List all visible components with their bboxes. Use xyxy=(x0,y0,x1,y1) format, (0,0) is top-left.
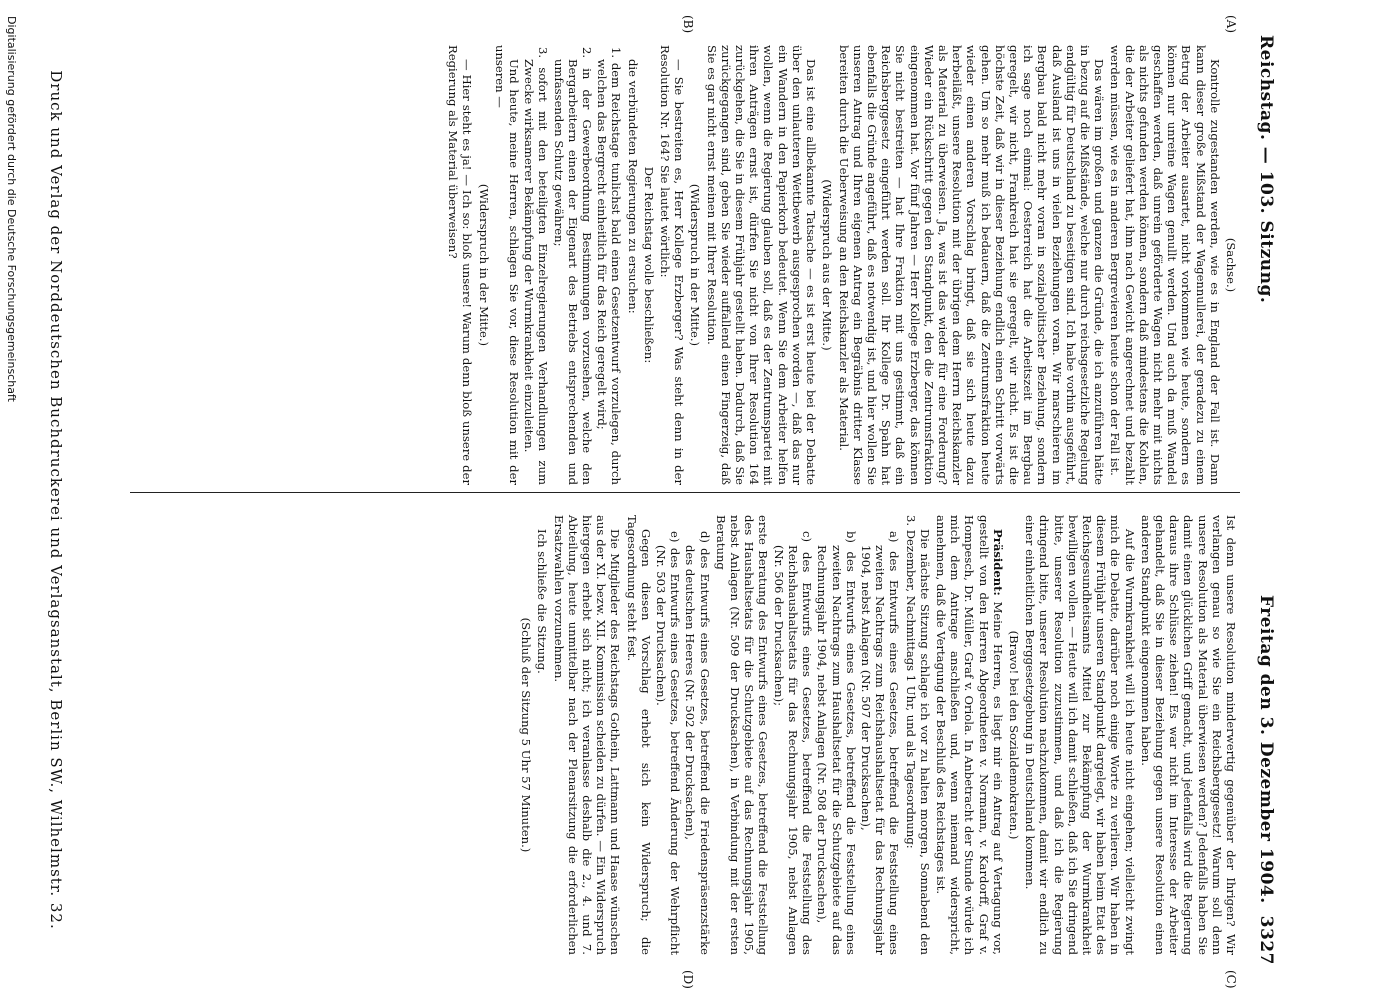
digitization-text: Digitalisierung gefördert durch die Deutsche Forschungsgemeinschaft xyxy=(5,16,18,402)
speaker-label: (Sachse.) xyxy=(1224,237,1238,293)
header-session: Reichstag. — 103. Sitzung. xyxy=(1256,35,1276,304)
quote-heading: Der Reichstag wolle beschließen: xyxy=(641,166,656,364)
agenda-item: e) des Entwurfs eines Gesetzes, betreffend Änderung der Wehrpflicht (Nr. 503 der Drucksachen). xyxy=(654,531,683,955)
left-column xyxy=(118,45,1238,485)
resolution-item: 1. dem Reichstage tunlichst bald einen Gesetzentwurf vorzulegen, durch welchen das Bergrecht einheitlich für das Reich geregelt wird; xyxy=(595,47,624,485)
digitization-note xyxy=(5,0,18,990)
paragraph: Kontrolle zugestanden werden, wie es in England der Fall ist. Dann kann dieser große Mißstand der Wagennullerei, der geradezu zu einem Betrug der Arbeiter ausartet, nicht vorkommen wie heute, sondern es können nur unreine Wagen genullt werden. Und auch da muß Wandel geschaffen werden, daß unrein geförderte Wagen nicht mehr mit nichts als nichts gefunden werden können, sondern daß mindestens die Kohlen, die der Arbeiter geliefert hat, ihm nach Gewicht angerechnet und bezahlt werden müssen, wie es in anderen Bergrevieren heute schon der Fall ist. xyxy=(1108,45,1222,485)
resolution-item: 3. sofort mit den beteiligten Einzelregierungen Verhandlungen zum Zwecke wirksamerer Bekämpfung der Wurmkrankheit einzuleiten. xyxy=(522,47,551,485)
header-date: Freitag den 3. Dezember 1904. xyxy=(1256,595,1276,904)
margin-mark-a: (A) xyxy=(1224,15,1238,34)
paragraph: Ich schließe die Sitzung. xyxy=(535,529,550,674)
interjection: (Widerspruch aus der Mitte.) xyxy=(820,179,835,351)
paragraph: Ist denn unsere Resolution minderwertig gegenüber der Ihrigen? Wir verlangen genau so wie Sie ein Reichsberggesetz! Warum soll denn unsere Resolution als Material überwiesen werden? Jedenfalls haben Sie damit einen glücklichen Griff gemacht, und jedenfalls wird die Regierung daraus ihre Schlüsse ziehen! Es war nicht im Interesse der Arbeiter gehandelt, daß Sie in dieser Beziehung gegen unsere Resolution einen anderen Standpunkt eingenommen haben. xyxy=(1138,515,1238,955)
paragraph: Das wären im großen und ganzen die Gründe, die ich anzuführen hätte in bezug auf die Mißstände, welche nur durch reichsgesetzliche Regelung endgültig für Deutschland zu beseitigen sind. Ich habe vorhin ausgeführt, daß Ausland ist uns in vielen Beziehungen voran. Wir marschieren im Bergbau bald nicht mehr voran in sozialpolitischer Beziehung, sondern ich sage noch einmal: Oesterreich hat die Arbeitszeit im Bergbau geregelt, wir nicht, Frankreich hat sie geregelt, wir nicht. Es ist die höchste Zeit, daß wir in dieser Beziehung endlich einen Schritt vorwärts gehen. Um so mehr muß ich bedauern, daß die Zentrumsfraktion heute wieder einen anderen Vorschlag bringt, daß sie sich heute dazu herbeiläßt, unsere Resolution mit der übrigen dem Herrn Reichskanzler als Material zu überweisen. Ja, was ist das wieder für eine Forderung? Wieder ein Rückschritt gegen den Standpunkt, den die Zentrumsfraktion eingenommen hat. Vor fünf Jahren — Herr Kollege Erzberger, das können Sie nicht bestreiten — hat Ihre Fraktion mit uns gestimmt, daß ein Reichsberggesetz eingeführt werden soll. Ihr Kollege Dr. Spahn hat ebenfalls die Gründe angeführt, daß es notwendig ist, und hier wollen Sie unseren Antrag und Ihren eigenen Antrag ein Begräbnis dritter Klasse bereiten durch die Ueberweisung an den Reichskanzler als Material. xyxy=(836,45,1107,485)
paragraph: die verbündeten Regierungen zu ersuchen: xyxy=(625,59,640,314)
page-number: 3327 xyxy=(1256,915,1276,965)
interjection: (Bravo! bei den Sozialdemokraten.) xyxy=(1006,630,1021,840)
paragraph: — Hier steht es ja! — Ich so: bloß unsere! Warum denn bloß unsere der Regierung als Material überweisen? xyxy=(446,45,475,485)
president-speech: Meine Herren, es liegt mir ein Antrag auf Vertagung vor, gestellt von den Herren Abgeordneten v. Normann, v. Kardorff, Graf v. Hompesch, Dr. Müller, Graf v. Oriola. In Anbetracht der Stunde würde ich mich dem Antrage anschließen und, wenn niemand widerspricht, annehmen, daß die Vertagung der Beschluß des Reichstages ist. xyxy=(933,515,1005,955)
column-divider xyxy=(130,492,1240,493)
page-header xyxy=(1250,35,1280,965)
margin-mark-d: (D) xyxy=(681,970,695,989)
paragraph: Gegen diesen Vorschlag erhebt sich kein Widerspruch; die Tagesordnung steht fest. xyxy=(624,515,653,955)
paragraph: Und heute, meine Herren, schlagen Sie vor, diese Resolution mit der unseren — xyxy=(492,45,522,485)
right-column xyxy=(118,515,1238,955)
session-close: (Schluß der Sitzung 5 Uhr 57 Minuten.) xyxy=(519,617,534,853)
paragraph: — Sie bestreiten es, Herr Kollege Erzberger? Was steht denn in der Resolution Nr. 164? Sie lautet wörtlich: xyxy=(658,45,687,485)
agenda-intro: erste Beratung des Entwurfs eines Gesetzes, betreffend die Feststellung des Haushaltsetats für die Schutzgebiete auf das Rechnungsjahr 1905, nebst Anlagen (Nr. 509 der Drucksachen), in Verbindung mit der ersten Beratung xyxy=(713,515,771,955)
paragraph xyxy=(934,515,1005,955)
printer-footer: Druck und Verlag der Norddeutschen Buchdruckerei und Verlagsanstalt, Berlin SW., Wilhelmstr. 32. xyxy=(47,70,65,930)
interjection: (Widerspruch in der Mitte.) xyxy=(688,183,703,347)
margin-mark-b: (B) xyxy=(681,15,695,34)
agenda-item: a) des Entwurfs eines Gesetzes, betreffend die Feststellung eines zweiten Nachtrags zum Reichshaushaltsetat für das Rechnungsjahr 1904, nebst Anlagen (Nr. 507 der Drucksachen), xyxy=(858,531,902,955)
margin-mark-c: (C) xyxy=(1224,970,1238,989)
paragraph: Auf die Wurmkrankheit will ich heute nicht eingehen; vielleicht zwingt mich die Debatte, darüber noch einige Worte zu verlieren. Wir haben in diesem Frühjahr unseren Standpunkt dargelegt, wir haben beim Etat des Reichsgesundheitsamts Mittel zur Bekämpfung der Wurmkrankheit bewilligen wollen. — Heute will ich damit schließen, daß ich Sie dringend bitte, unserer Resolution zuzustimmen, und daß ich die Regierung dringend bitte, unserer Resolution nachzukommen, damit wir endlich zu einer einheitlichen Berggesetzgebung in Deutschland kommen. xyxy=(1023,515,1137,955)
paragraph: Die nächste Sitzung schlage ich vor zu halten morgen, Sonnabend den 3. Dezember, Nachmittags 1 Uhr, und als Tagesordnung: xyxy=(903,515,932,955)
agenda-item: c) des Entwurfs eines Gesetzes, betreffend die Feststellung des Reichshaushaltsetats für das Rechnungsjahr 1905, nebst Anlagen (Nr. 506 der Drucksachen); xyxy=(771,531,815,955)
president-label: Präsident: xyxy=(990,529,1005,596)
paragraph: Die Mitglieder des Reichstags Gothein, Lattmann und Haase wünschen aus der XI. bezw. XII. Kommission scheiden zu dürfen. — Ein Widerspruch hiergegen erhebt sich nicht; ich veranlasse deshalb die 2., 4. und 7. Abteilung, heute unmittelbar nach der Plenarsitzung die erforderlichen Ersatzwahlen vorzunehmen. xyxy=(551,515,623,955)
agenda-item: b) des Entwurfs eines Gesetzes, betreffend die Feststellung eines zweiten Nachtrags zum Haushaltsetat für die Schutzgebiete auf das Rechnungsjahr 1904, nebst Anlagen (Nr. 508 der Drucksachen), xyxy=(815,531,858,955)
agenda-item: d) des Entwurfs eines Gesetzes, betreffend die Friedenspräsenzstärke des deutschen Heeres (Nr. 502 der Drucksachen), xyxy=(683,531,712,955)
interjection: (Widerspruch in der Mitte.) xyxy=(476,183,491,347)
paragraph: Das ist eine allbekannte Tatsache — es ist erst heute bei der Debatte über den unlauteren Wettbewerb ausgesprochen worden —, daß das nur ein Wandern in den Papierkorb bedeutet. Wenn Sie dem Arbeiter helfen wollen, wenn die Regierung glauben soll, daß es der Zentrumspartei mit ihren Anträgen ernst ist, dürfen Sie nicht von Ihrer Resolution 164 zurückgehen, die Sie in diesem Frühjahr gestellt haben. Dadurch, daß Sie zurückgegangen sind, geben Sie wieder auffallend einen Fingerzeig, daß Sie es gar nicht ernst meinen mit Ihrer Resolution. xyxy=(704,45,819,485)
resolution-item: 2. in der Gewerbeordnung Bestimmungen vorzusehen, welche den Bergarbeitern einen der Eigenart des Betriebs entsprechenden und umfassenden Schutz gewähren; xyxy=(551,47,595,485)
